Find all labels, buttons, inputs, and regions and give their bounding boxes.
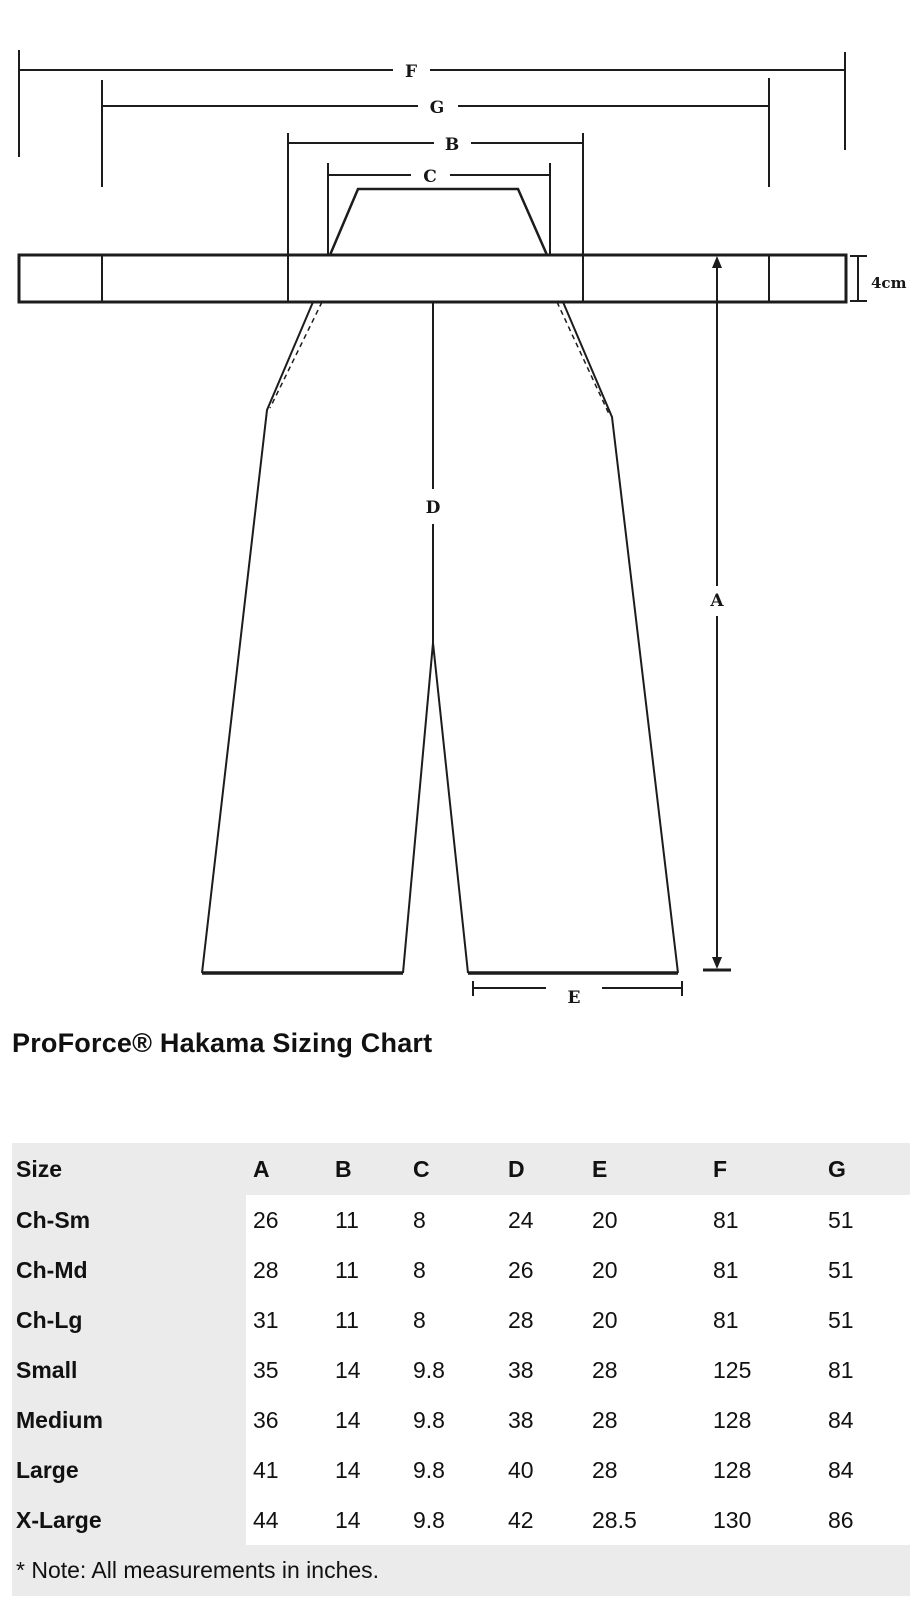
col-header-b: B [328, 1143, 406, 1195]
table-row [12, 1245, 910, 1295]
cell-c: 8 [406, 1245, 501, 1295]
cell-g: 86 [821, 1495, 910, 1545]
dim-label-d: D [425, 498, 441, 518]
cell-g: 51 [821, 1245, 910, 1295]
cell-f: 130 [706, 1495, 821, 1545]
cell-f: 81 [706, 1245, 821, 1295]
col-header-a: A [246, 1143, 328, 1195]
cell-d: 40 [501, 1445, 585, 1495]
dim-label-b: B [444, 135, 460, 155]
cell-f: 128 [706, 1445, 821, 1495]
table-row [12, 1395, 910, 1445]
cell-a: 35 [246, 1345, 328, 1395]
cell-d: 26 [501, 1245, 585, 1295]
col-header-e: E [585, 1143, 706, 1195]
hakama-outline [202, 302, 678, 973]
cell-c: 9.8 [406, 1345, 501, 1395]
cell-e: 28 [585, 1445, 706, 1495]
size-label: Ch-Lg [12, 1295, 246, 1345]
cell-d: 28 [501, 1295, 585, 1345]
cell-e: 28 [585, 1345, 706, 1395]
cell-a: 36 [246, 1395, 328, 1445]
cell-f: 125 [706, 1345, 821, 1395]
dim-label-a: A [710, 591, 724, 611]
cell-g: 51 [821, 1195, 910, 1245]
cell-d: 24 [501, 1195, 585, 1245]
cell-e: 20 [585, 1195, 706, 1245]
cell-c: 9.8 [406, 1495, 501, 1545]
cell-e: 20 [585, 1245, 706, 1295]
size-label: Small [12, 1345, 246, 1395]
page-title: ProForce® Hakama Sizing Chart [12, 1028, 433, 1058]
cell-e: 28.5 [585, 1495, 706, 1545]
cell-b: 11 [328, 1295, 406, 1345]
col-header-size: Size [12, 1143, 246, 1195]
col-header-f: F [706, 1143, 821, 1195]
cell-g: 51 [821, 1295, 910, 1345]
cell-c: 9.8 [406, 1445, 501, 1495]
size-label: Ch-Sm [12, 1195, 246, 1245]
cell-e: 20 [585, 1295, 706, 1345]
cell-f: 81 [706, 1195, 821, 1245]
size-label: Large [12, 1445, 246, 1495]
col-header-c: C [406, 1143, 501, 1195]
size-label: Ch-Md [12, 1245, 246, 1295]
cell-b: 14 [328, 1495, 406, 1545]
dim-label-f: F [404, 62, 418, 82]
measurements-note: * Note: All measurements in inches. [12, 1545, 910, 1596]
table-row [12, 1345, 910, 1395]
cell-a: 31 [246, 1295, 328, 1345]
dimension-c [328, 163, 550, 255]
cell-g: 84 [821, 1395, 910, 1445]
size-label: X-Large [12, 1495, 246, 1545]
cell-e: 28 [585, 1395, 706, 1445]
table-row [12, 1195, 910, 1245]
cell-c: 9.8 [406, 1395, 501, 1445]
cell-g: 81 [821, 1345, 910, 1395]
table-row [12, 1495, 910, 1545]
dim-label-g: G [429, 98, 445, 118]
cell-d: 42 [501, 1495, 585, 1545]
sizing-table [12, 1143, 910, 1596]
waist-trapezoid [330, 189, 547, 255]
cell-b: 14 [328, 1345, 406, 1395]
cell-a: 26 [246, 1195, 328, 1245]
cell-b: 11 [328, 1245, 406, 1295]
dim-label-e: E [567, 988, 581, 1008]
cell-d: 38 [501, 1345, 585, 1395]
table-row [12, 1445, 910, 1495]
col-header-g: G [821, 1143, 910, 1195]
cell-f: 128 [706, 1395, 821, 1445]
cell-a: 41 [246, 1445, 328, 1495]
table-header-row [12, 1143, 910, 1195]
size-label: Medium [12, 1395, 246, 1445]
cell-f: 81 [706, 1295, 821, 1345]
dimension-b [288, 133, 583, 302]
cell-a: 44 [246, 1495, 328, 1545]
cell-g: 84 [821, 1445, 910, 1495]
band-thickness-bracket [850, 256, 867, 301]
table-row [12, 1295, 910, 1345]
dimension-a [703, 256, 731, 970]
dim-label-c: C [423, 167, 437, 187]
cell-c: 8 [406, 1195, 501, 1245]
cell-b: 11 [328, 1195, 406, 1245]
cell-b: 14 [328, 1445, 406, 1495]
cell-b: 14 [328, 1395, 406, 1445]
cell-d: 38 [501, 1395, 585, 1445]
band-thickness-label: 4cm [871, 274, 907, 292]
col-header-d: D [501, 1143, 585, 1195]
cell-a: 28 [246, 1245, 328, 1295]
waistband [19, 255, 846, 302]
table-note-row [12, 1545, 910, 1596]
cell-c: 8 [406, 1295, 501, 1345]
